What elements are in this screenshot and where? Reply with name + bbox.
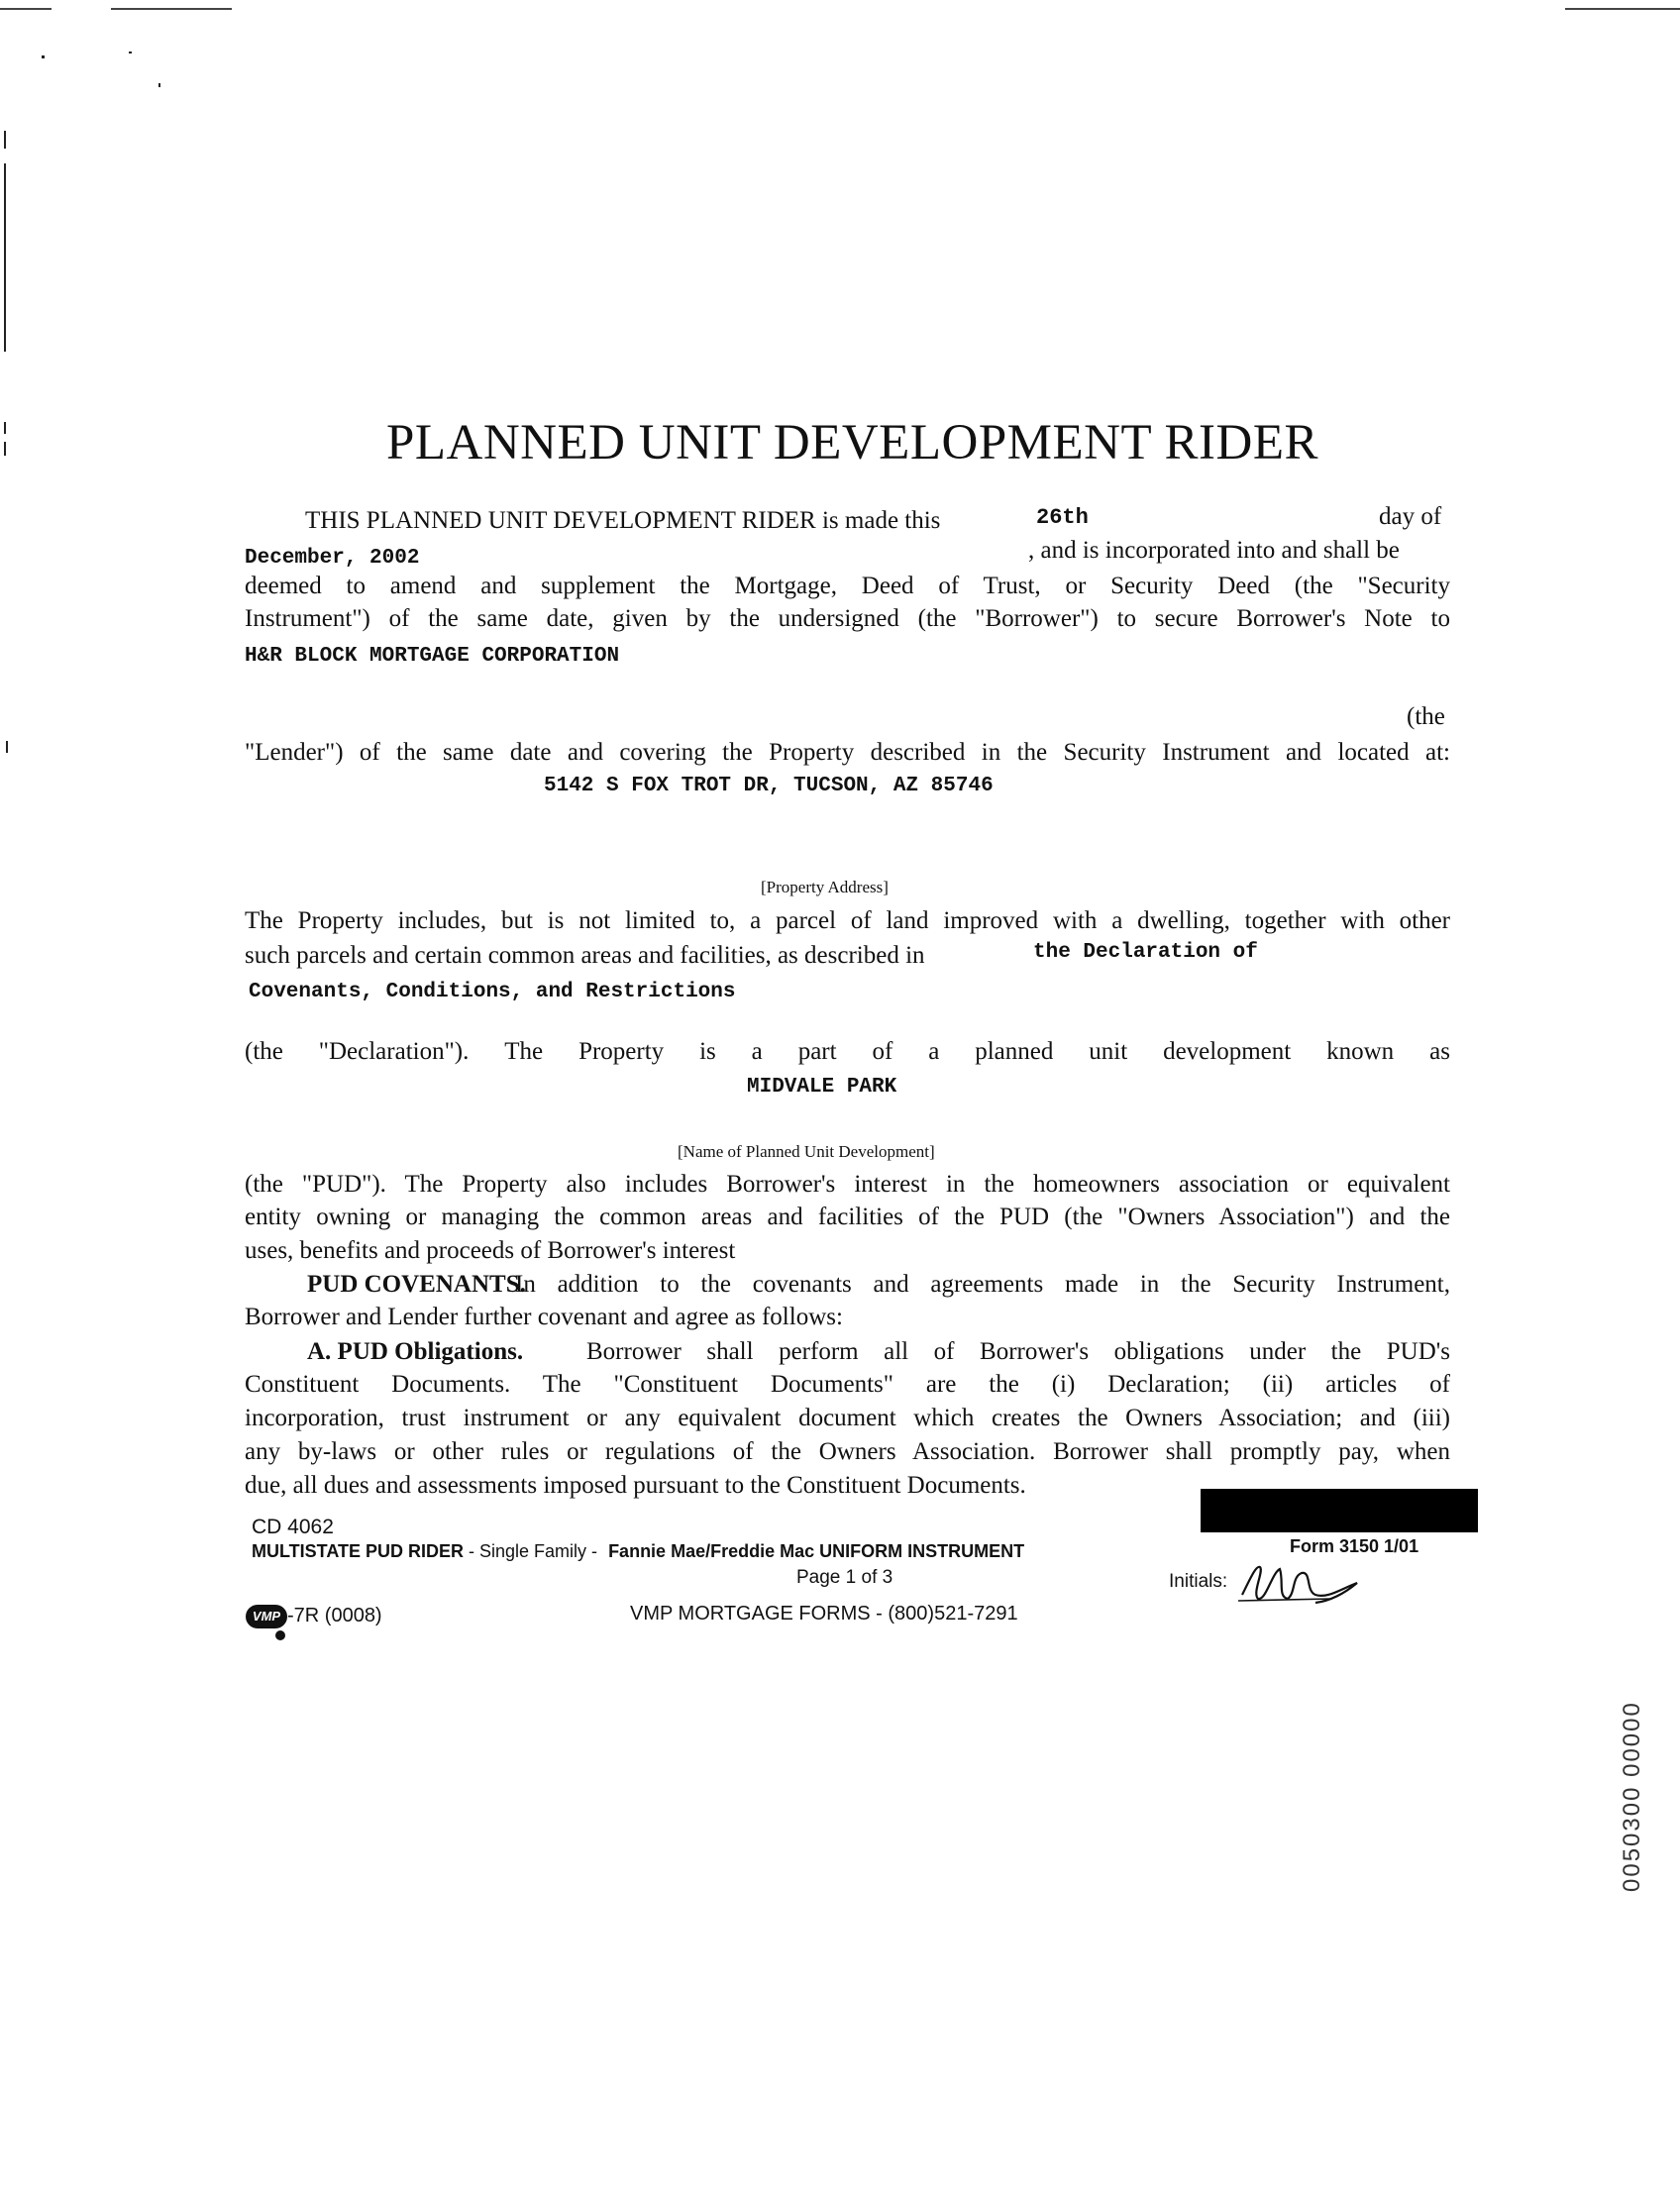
word: "Declaration").: [318, 1038, 470, 1065]
scan-edge-line: [4, 163, 6, 352]
section-a-heading: A. PUD Obligations.: [307, 1338, 524, 1365]
vmp-logo-text: VMP: [252, 1609, 281, 1624]
intro-line-4: Instrument") of the same date, given by the undersigned (the "Borrower") to secure Borrower's Note to: [245, 605, 1450, 632]
word: Property: [578, 1038, 665, 1065]
initials-signature: [1236, 1559, 1365, 1605]
word: is: [699, 1038, 716, 1065]
word: (the: [245, 1038, 283, 1065]
word: part: [797, 1038, 837, 1065]
form-number: Form 3150 1/01: [1290, 1536, 1419, 1556]
uniform-instrument: UNIFORM INSTRUMENT: [819, 1541, 1025, 1561]
declaration-value-1: the Declaration of: [1033, 941, 1258, 964]
scan-line-top-center: [111, 8, 232, 10]
section-a-line-5: due, all dues and assessments imposed pursuant to the Constituent Documents.: [245, 1472, 1026, 1499]
covenants-line-2: Borrower and Lender further covenant and agree as follows:: [245, 1304, 843, 1330]
word: planned: [975, 1038, 1054, 1065]
section-a-line-1: Borrower shall perform all of Borrower's obligations under the PUD's: [586, 1338, 1450, 1365]
intro-line-6: "Lender") of the same date and covering the Property described in the Security Instrument and located at:: [245, 739, 1450, 766]
page-number: Page 1 of 3: [796, 1567, 893, 1588]
margin-stamp-text: 0050300 00000: [1619, 1701, 1645, 1892]
intro-date-value: December, 2002: [245, 547, 420, 570]
intro-incorporated: , and is incorporated into and shall be: [1028, 537, 1400, 564]
form-title-line: [252, 1541, 1024, 1562]
margin-stamp: [1482, 1446, 1645, 1892]
form-code: -7R (0008): [287, 1605, 382, 1626]
form-title-rest: - Single Family -: [469, 1541, 598, 1561]
redaction-block: [1201, 1489, 1478, 1532]
intro-line-3: deemed to amend and supplement the Mortgage, Deed of Trust, or Security Deed (the "Security: [245, 573, 1450, 599]
word: known: [1326, 1038, 1395, 1065]
property-line-4: (the "PUD"). The Property also includes Borrower's interest in the homeowners association or equivalent: [245, 1171, 1450, 1198]
scan-edge-line: [6, 741, 8, 753]
lender-name: H&R BLOCK MORTGAGE CORPORATION: [245, 645, 620, 668]
scan-line-top-right: [1565, 8, 1680, 10]
property-line-3: [245, 1038, 1450, 1066]
section-a-line-2: Constituent Documents. The "Constituent Documents" are the (i) Declaration; (ii) articles of: [245, 1371, 1450, 1398]
vmp-mortgage-forms: VMP MORTGAGE FORMS - (800)521-7291: [630, 1603, 1018, 1625]
property-line-2: such parcels and certain common areas and facilities, as described in: [245, 942, 925, 969]
declaration-value-2: Covenants, Conditions, and Restrictions: [249, 981, 736, 1003]
word: as: [1429, 1038, 1450, 1065]
word: development: [1163, 1038, 1292, 1065]
property-line-1: The Property includes, but is not limited to, a parcel of land improved with a dwelling, together with other: [245, 907, 1450, 934]
scan-edge-line: [4, 422, 6, 434]
scan-edge-line: [4, 131, 6, 149]
scan-dot: [42, 55, 45, 58]
covenants-line-1: In addition to the covenants and agreements made in the Security Instrument,: [515, 1271, 1450, 1298]
form-title: MULTISTATE PUD RIDER: [252, 1541, 464, 1561]
page-title: PLANNED UNIT DEVELOPMENT RIDER: [386, 415, 1318, 471]
intro-made-this: THIS PLANNED UNIT DEVELOPMENT RIDER is made this: [305, 507, 941, 534]
intro-day-value: 26th: [1036, 505, 1089, 530]
word: a: [928, 1038, 940, 1065]
vmp-logo: [246, 1605, 287, 1628]
property-address-label: [Property Address]: [761, 878, 889, 896]
section-a-line-4: any by-laws or other rules or regulations of the Owners Association. Borrower shall promptly pay, when: [245, 1438, 1450, 1465]
scan-dot: [158, 83, 160, 87]
doc-code: CD 4062: [252, 1516, 334, 1538]
intro-the-open: (the: [1407, 703, 1445, 730]
scan-line-top-left: [0, 8, 52, 10]
property-line-5: entity owning or managing the common areas and facilities of the PUD (the "Owners Association") and the: [245, 1204, 1450, 1230]
pud-name: MIDVALE PARK: [747, 1076, 897, 1099]
word: of: [872, 1038, 893, 1065]
intro-day-of: day of: [1379, 503, 1442, 530]
property-line-6: uses, benefits and proceeds of Borrower's interest: [245, 1237, 736, 1264]
word: unit: [1089, 1038, 1128, 1065]
registered-mark: [275, 1630, 285, 1640]
section-a-line-3: incorporation, trust instrument or any equivalent document which creates the Owners Association; and (iii): [245, 1405, 1450, 1431]
pud-name-label: [Name of Planned Unit Development]: [678, 1142, 935, 1161]
scan-dot: [129, 52, 132, 53]
fannie-freddie: Fannie Mae/Freddie Mac: [608, 1541, 815, 1561]
covenants-heading: PUD COVENANTS.: [307, 1271, 526, 1298]
scan-edge-line: [4, 442, 6, 456]
property-address: 5142 S FOX TROT DR, TUCSON, AZ 85746: [544, 775, 994, 797]
initials-label: Initials:: [1169, 1571, 1228, 1592]
word: The: [504, 1038, 544, 1065]
word: a: [751, 1038, 763, 1065]
